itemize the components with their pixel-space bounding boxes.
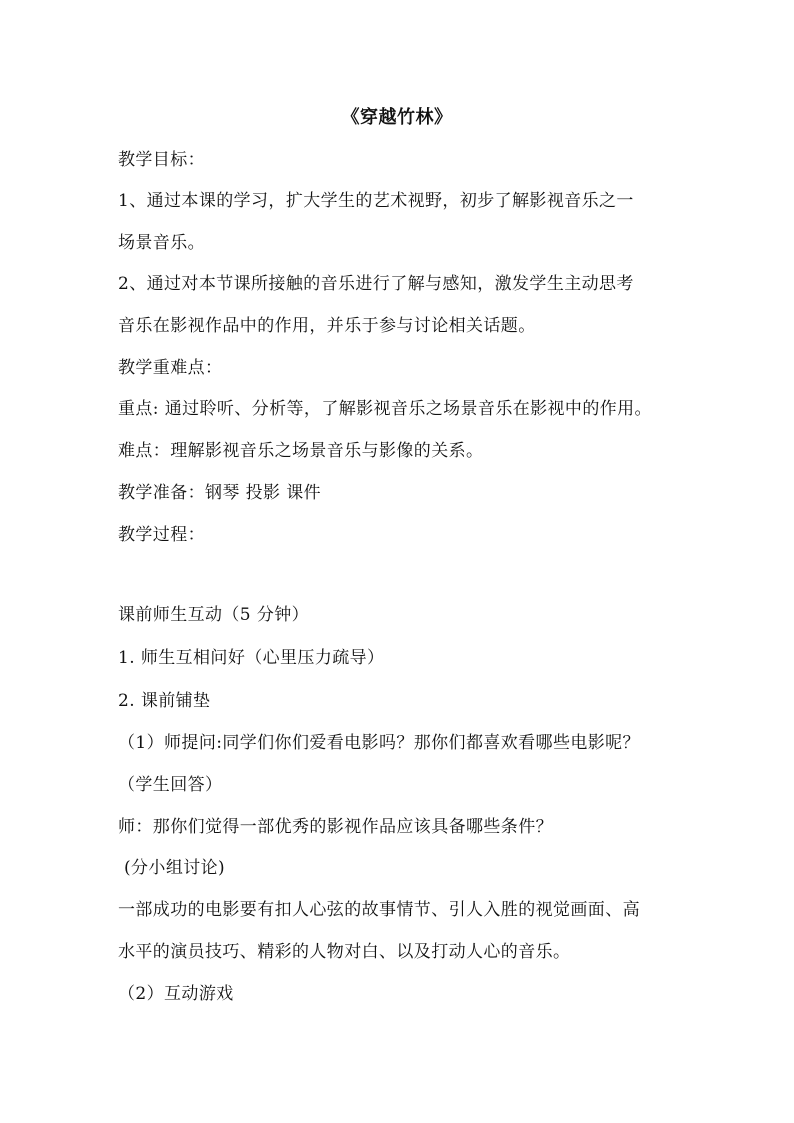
paragraph-line-film-elements-b: 水平的演员技巧、精彩的人物对白、以及打动人心的音乐。 — [118, 942, 571, 962]
paragraph-line-film-elements-a: 一部成功的电影要有扣人心弦的故事情节、引人入胜的视觉画面、高 — [118, 900, 640, 920]
paragraph-line-goal-1b: 场景音乐。 — [118, 233, 205, 253]
paragraph-line-preparation: 教学准备：钢琴 投影 课件 — [118, 483, 322, 503]
paragraph-line-goal-1a: 1、通过本课的学习，扩大学生的艺术视野，初步了解影视音乐之一 — [118, 191, 634, 211]
section-heading-teaching-goals: 教学目标： — [118, 150, 205, 170]
document-title: 《穿越竹林》 — [341, 107, 453, 128]
list-item-greeting: 1. 师生互相问好（心里压力疏导） — [118, 648, 385, 668]
section-heading-key-points: 教学重难点： — [118, 358, 223, 378]
paragraph-line-student-answer: （学生回答） — [118, 775, 223, 795]
paragraph-line-teacher-followup: 师：那你们觉得一部优秀的影视作品应该具备哪些条件？ — [118, 817, 553, 837]
paragraph-line-difficult-point: 难点：理解影视音乐之场景音乐与影像的关系。 — [118, 441, 484, 461]
paragraph-line-group-discussion: (分小组讨论) — [124, 858, 226, 878]
list-item-interactive-game: （2）互动游戏 — [118, 984, 234, 1004]
paragraph-line-teacher-question: （1）师提问:同学们你们爱看电影吗？那你们都喜欢看哪些电影呢？ — [118, 733, 640, 753]
paragraph-line-goal-2a: 2、通过对本节课所接触的音乐进行了解与感知，激发学生主动思考 — [118, 274, 634, 294]
list-item-preparation: 2. 课前铺垫 — [118, 691, 211, 711]
paragraph-line-goal-2b: 音乐在影视作品中的作用，并乐于参与讨论相关话题。 — [118, 316, 536, 336]
section-heading-teaching-process: 教学过程： — [118, 525, 205, 545]
paragraph-line-key-point: 重点: 通过聆听、分析等，了解影视音乐之场景音乐在影视中的作用。 — [118, 399, 652, 419]
section-heading-pre-class: 课前师生互动（5 分钟） — [118, 605, 310, 625]
